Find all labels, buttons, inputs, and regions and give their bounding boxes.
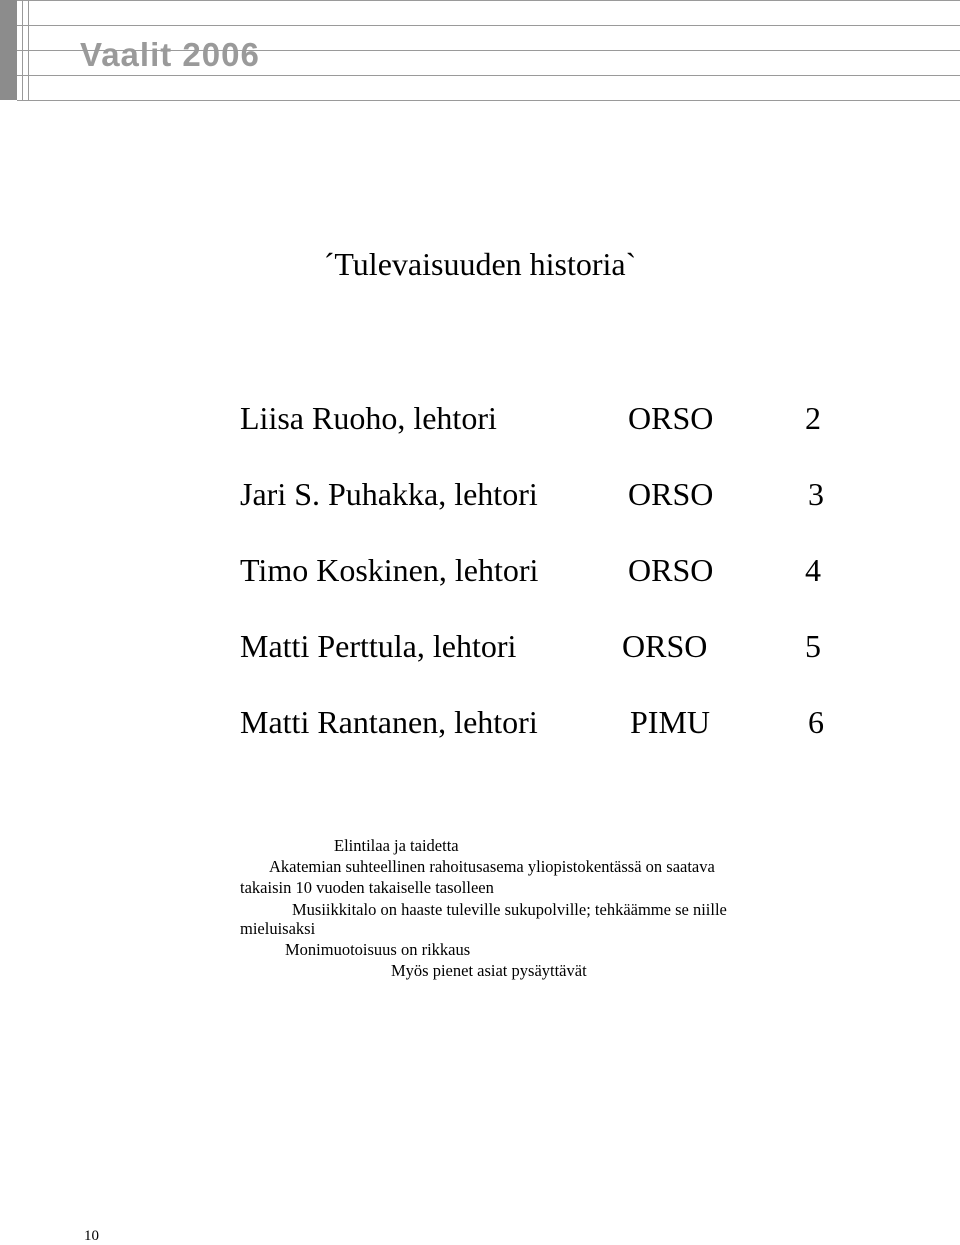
candidate-name: Timo Koskinen, lehtori [240,552,539,588]
slogan-line: Elintilaa ja taidetta [334,836,459,855]
candidate-party: ORSO [622,628,708,664]
header-accent-bar [0,0,17,100]
candidate-name: Matti Perttula, lehtori [240,628,517,664]
header-rule [17,25,960,26]
candidate-row [0,398,960,438]
candidate-number: 3 [808,476,824,512]
slogan-line: Myös pienet asiat pysäyttävät [391,961,587,980]
candidate-number: 6 [808,704,824,740]
candidate-row [0,626,960,666]
candidate-party: ORSO [628,400,714,436]
page-header [0,0,960,102]
slogan-line: Monimuotoisuus on rikkaus [285,940,471,959]
slogan-line: mieluisaksi [240,919,316,938]
page-number: 10 [84,1228,99,1244]
candidate-number: 5 [805,628,821,664]
header-rule [17,100,960,101]
candidate-row [0,474,960,514]
header-rule [17,0,960,1]
candidate-party: ORSO [628,476,714,512]
candidate-number: 4 [805,552,821,588]
document-title: ´Tulevaisuuden historia` [323,246,637,282]
candidate-name: Matti Rantanen, lehtori [240,704,538,740]
header-rule [17,75,960,76]
slogan-line: Akatemian suhteellinen rahoitusasema yliopistokentässä on saatava [269,857,715,876]
candidate-name: Jari S. Puhakka, lehtori [240,476,538,512]
candidate-name: Liisa Ruoho, lehtori [240,400,497,436]
candidate-party: PIMU [630,704,711,740]
candidate-party: ORSO [628,552,714,588]
slogan-line: takaisin 10 vuoden takaiselle tasolleen [240,878,494,897]
candidate-row [0,550,960,590]
candidate-row [0,702,960,742]
candidate-number: 2 [805,400,821,436]
slogan-line: Musiikkitalo on haaste tuleville sukupolville; tehkäämme se niille [292,900,727,919]
header-title: Vaalit 2006 [80,36,260,73]
